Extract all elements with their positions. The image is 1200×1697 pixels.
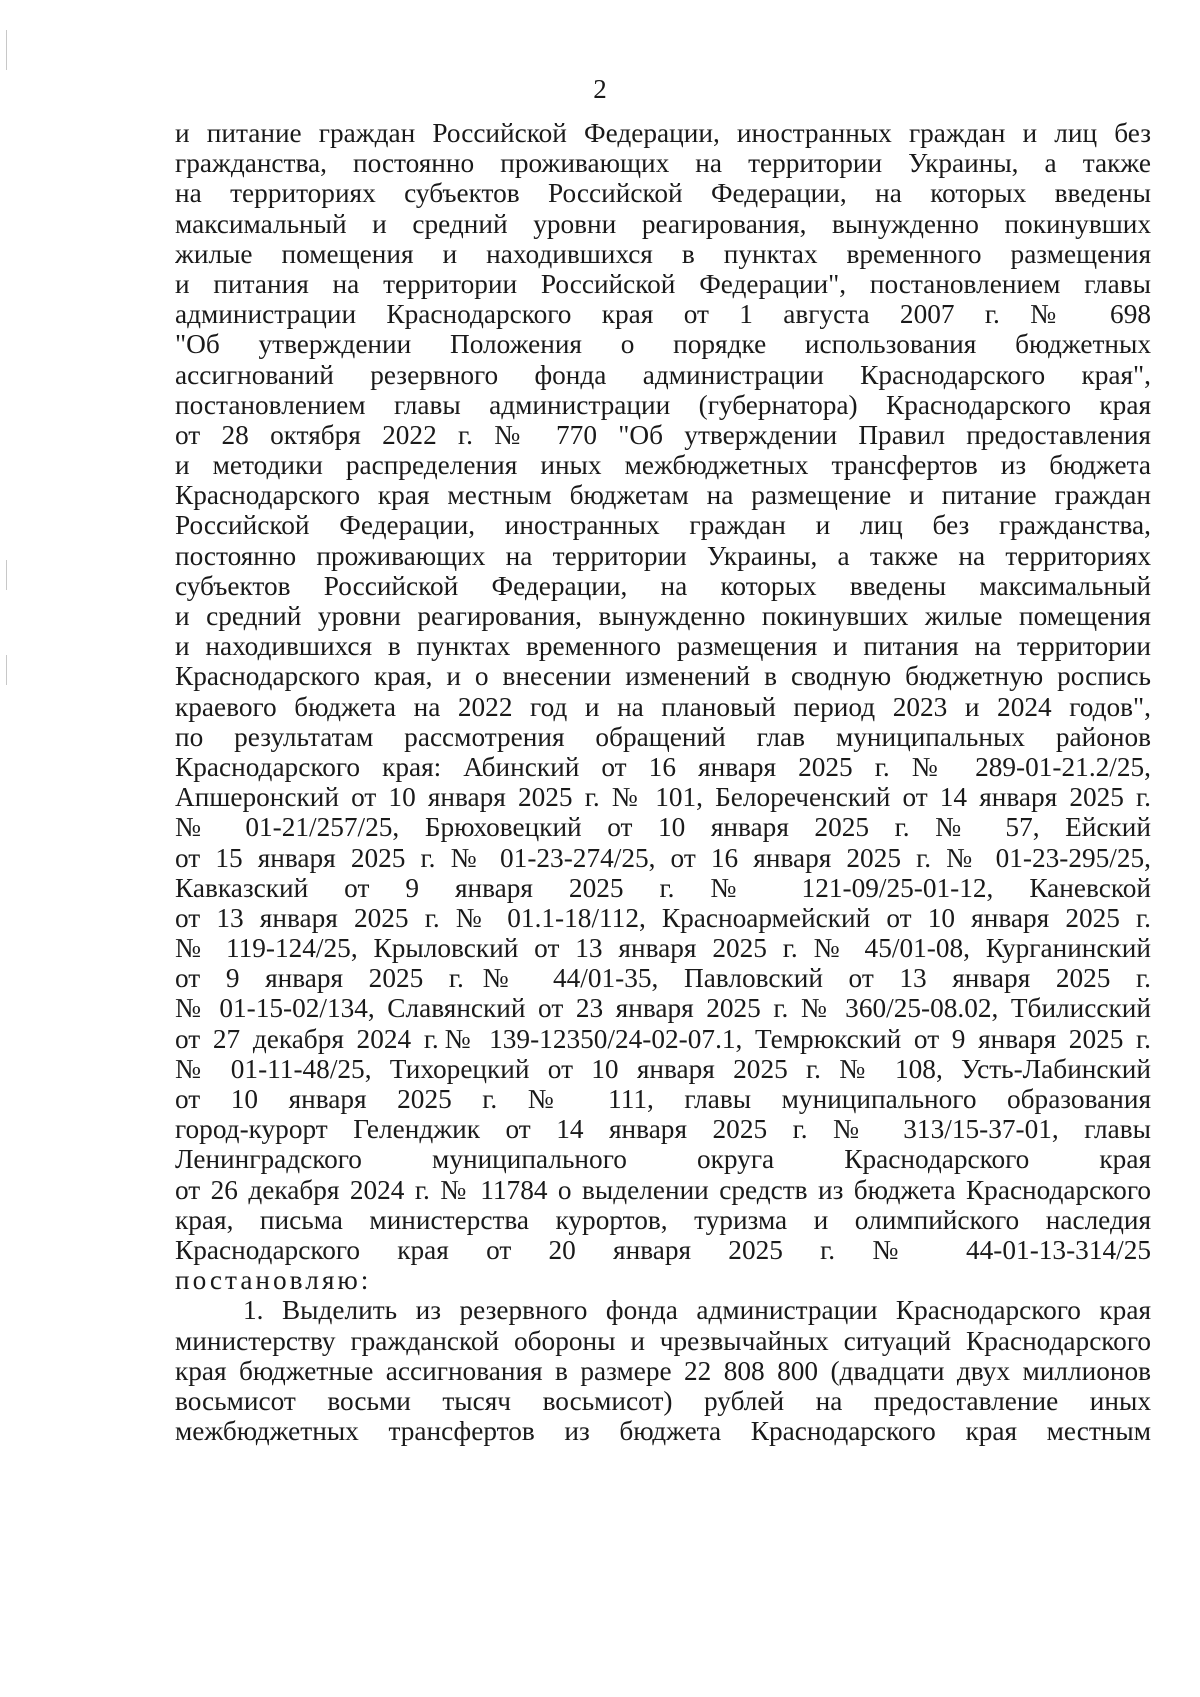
text-line: № 119-124/25, Крыловский от 13 января 2025 г. № 45/01-08, Курганинский [175,933,1151,964]
resolution-word: постановляю: [175,1265,372,1296]
text-line: администрации Краснодарского края от 1 августа 2007 г. № 698 [175,299,1151,330]
text-line: Краснодарского края от 20 января 2025 г. № 44-01-13-314/25 [175,1234,1151,1265]
text-line: от 15 января 2025 г. № 01-23-274/25, от 16 января 2025 г. № 01-23-295/25, [175,842,1151,873]
text-line: Кавказский от 9 января 2025 г. № 121-09/25-01-12, Каневской [175,872,1151,903]
text-line: на территориях субъектов Российской Федерации, на которых введены [175,178,1151,209]
text-line: № 01-21/257/25, Брюховецкий от 10 января 2025 г. № 57, Ейский [175,812,1151,843]
text-line: от 26 декабря 2024 г. № 11784 о выделении средств из бюджета Краснодарского [175,1174,1151,1205]
text-line: и находившихся в пунктах временного размещения и питания на территории [175,631,1151,662]
text-line: жилые помещения и находившихся в пунктах временного размещения [175,238,1151,269]
text-line: от 10 января 2025 г. № 111, главы муниципального образования [175,1084,1151,1114]
page-number: 2 [593,74,607,104]
text-line: от 9 января 2025 г.№ 44/01-35, Павловский от 13 января 2025 г. [175,963,1151,994]
text-line: министерству гражданской обороны и чрезвычайных ситуаций Краснодарского [175,1325,1151,1356]
text-line: края бюджетные ассигнования в размере 22 808 800 (двадцати двух миллионов [175,1355,1151,1386]
text-line: и средний уровни реагирования, вынужденно покинувших жилые помещения [175,601,1151,631]
text-line: гражданства, постоянно проживающих на территории Украины, а также [175,148,1151,179]
scan-edge-mark [6,30,7,70]
text-line: и питания на территории Российской Федерации", постановлением главы [175,268,1151,299]
scan-edge-mark [6,655,7,685]
text-line: и питание граждан Российской Федерации, иностранных граждан и лиц без [175,118,1151,148]
text-line: максимальный и средний уровни реагирования, вынужденно покинувших [175,208,1151,239]
text-line: "Об утверждении Положения о порядке использования бюджетных [175,329,1151,360]
text-line: межбюджетных трансфертов из бюджета Краснодарского края местным [175,1416,1151,1447]
text-line: Краснодарского края: Абинский от 16 января 2025 г. № 289-01-21.2/25, [175,751,1151,782]
text-line: Ленинградского муниципального округа Краснодарского края [175,1144,1151,1175]
text-line: краевого бюджета на 2022 год и на плановый период 2023 и 2024 годов", [175,691,1151,722]
text-line: Апшеронский от 10 января 2025 г. № 101, Белореченский от 14 января 2025 г. [175,782,1151,813]
text-line: город-курорт Геленджик от 14 января 2025 г. № 313/15-37-01, главы [175,1114,1151,1145]
text-line: ассигнований резервного фонда администрации Краснодарского края", [175,359,1151,390]
text-line: по результатам рассмотрения обращений глав муниципальных районов [175,721,1151,752]
text-line: постоянно проживающих на территории Украины, а также на территориях [175,540,1151,571]
text-line: от 27 декабря 2024 г.№ 139-12350/24-02-07.1, Темрюкский от 9 января 2025 г. [175,1023,1151,1054]
text-line: постановлением главы администрации (губернатора) Краснодарского края [175,389,1151,420]
text-line: края, письма министерства курортов, туризма и олимпийского наследия [175,1204,1151,1235]
text-line: 1. Выделить из резервного фонда администрации Краснодарского края [243,1295,1151,1326]
scan-edge-mark [6,560,7,590]
text-line: Краснодарского края, и о внесении изменений в сводную бюджетную роспись [175,661,1151,692]
text-line: восьмисот восьми тысяч восьмисот) рублей на предоставление иных [175,1385,1151,1416]
text-line: Краснодарского края местным бюджетам на размещение и питание граждан [175,480,1151,511]
text-line: № 01-11-48/25, Тихорецкий от 10 января 2025 г. № 108, Усть-Лабинский [175,1053,1151,1084]
text-line: Российской Федерации, иностранных граждан и лиц без гражданства, [175,510,1151,541]
text-line: № 01-15-02/134, Славянский от 23 января 2025 г. № 360/25-08.02, Тбилисский [175,993,1151,1024]
text-line: от 13 января 2025 г. № 01.1-18/112, Красноармейский от 10 января 2025 г. [175,902,1151,933]
text-line: от 28 октября 2022 г. № 770 "Об утверждении Правил предоставления [175,419,1151,450]
text-line: субъектов Российской Федерации, на которых введены максимальный [175,570,1151,601]
text-line: и методики распределения иных межбюджетных трансфертов из бюджета [175,450,1151,481]
document-body [175,118,1151,1446]
